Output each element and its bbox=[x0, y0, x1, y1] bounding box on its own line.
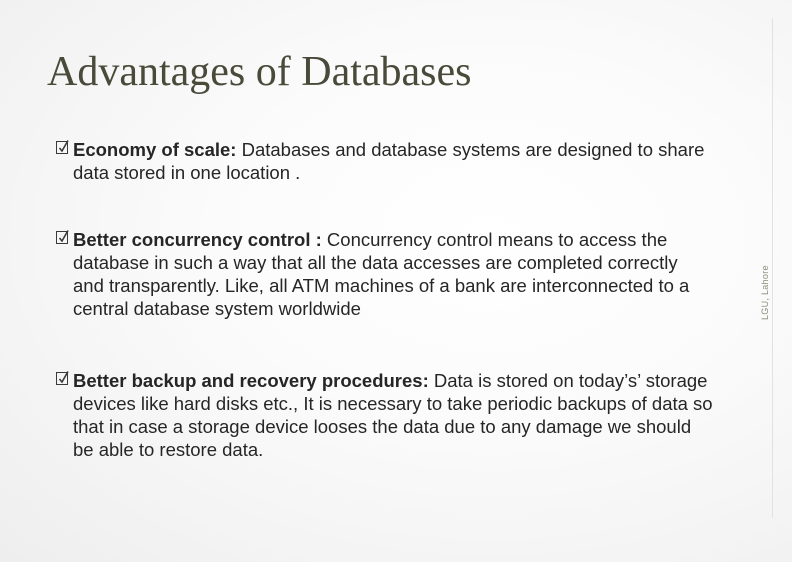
bullet-text: Concurrency control means to access the database in such a way that all the data accesses are completed correctly and transparently. Like, all ATM machines of a bank are interconnected to a central database system worldwide bbox=[73, 229, 690, 319]
slide-title: Advantages of Databases bbox=[47, 49, 472, 95]
checkbox-icon bbox=[56, 372, 68, 385]
bullet-term: Better concurrency control : bbox=[73, 229, 322, 250]
bullet-term: Better backup and recovery procedures: bbox=[73, 370, 429, 391]
checkbox-icon bbox=[56, 231, 68, 244]
bullet-economy-of-scale bbox=[56, 138, 713, 184]
bullet-term: Economy of scale: bbox=[73, 139, 237, 160]
bullet-text: Databases and database systems are designed to share data stored in one location . bbox=[73, 139, 705, 183]
bullet-backup-recovery bbox=[56, 369, 713, 461]
side-divider bbox=[772, 18, 773, 518]
bullet-text: Data is stored on today’s’ storage devices like hard disks etc., It is necessary to take periodic backups of data so that in case a storage device looses the data due to any damage we should be able to restore data. bbox=[73, 370, 713, 460]
side-footer-label: LGU, Lahore bbox=[760, 265, 770, 320]
checkbox-icon bbox=[56, 141, 68, 154]
bullet-concurrency-control bbox=[56, 228, 713, 320]
